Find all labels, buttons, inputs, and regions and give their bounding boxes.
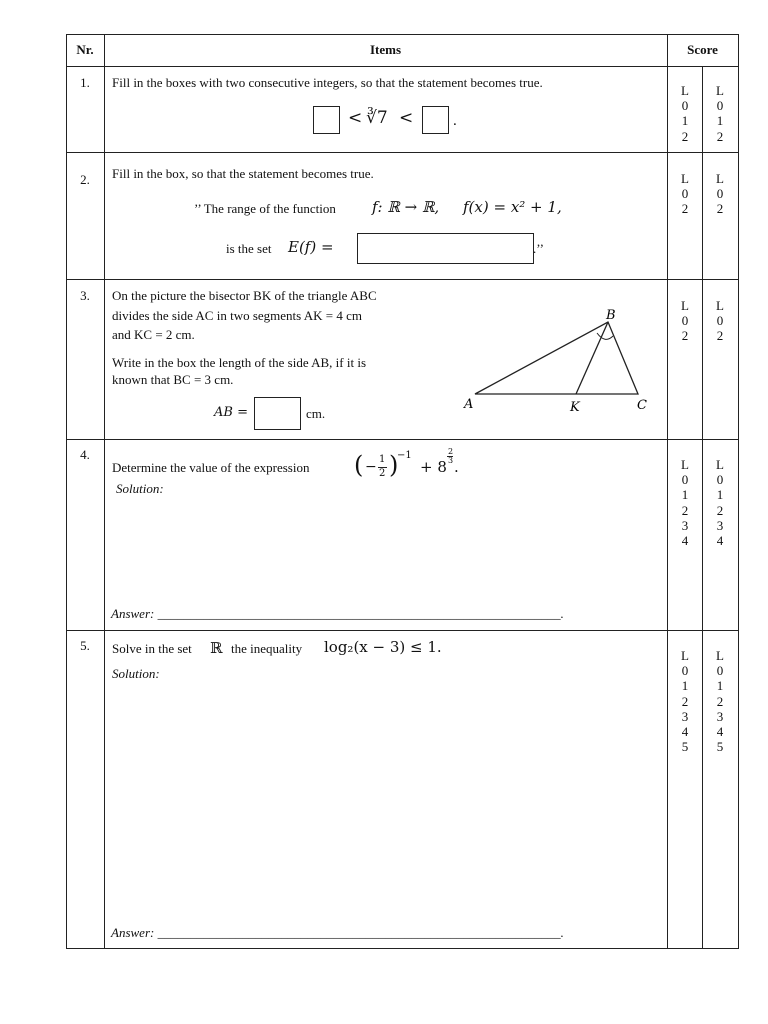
table-row-divider (66, 439, 739, 440)
item-3-score-col-1 (675, 298, 695, 344)
score-value: 0 (681, 98, 689, 114)
label-c: C (637, 398, 647, 413)
score-value: 4 (681, 533, 689, 549)
triangle-figure (460, 300, 660, 420)
score-value: L (681, 171, 689, 186)
item-3-line-4: Write in the box the length of the side AB, if it is (112, 355, 367, 370)
item-2-number: 2. (80, 172, 90, 187)
angle-arc (597, 333, 613, 339)
score-value: 1 (716, 487, 724, 503)
item-4-solution-label: Solution: (116, 481, 164, 496)
minus-sign: − (365, 459, 377, 475)
header-score: Score (687, 42, 718, 57)
score-value: 3 (681, 708, 689, 724)
item-5-answer-line[interactable]: Answer: ______________________________________________________________. (111, 925, 564, 940)
score-value: 4 (681, 724, 689, 740)
item-2-set-label: is the set (226, 241, 272, 256)
score-value: L (681, 648, 689, 663)
item-4-answer-line[interactable]: Answer: ______________________________________________________________. (111, 606, 564, 621)
score-value: 0 (716, 186, 724, 202)
score-value: 3 (681, 517, 689, 533)
table-border-top (66, 34, 739, 35)
item-1-score-col-1 (675, 83, 695, 144)
item-1-answer-box-right[interactable] (422, 106, 449, 134)
score-value: 5 (716, 739, 724, 755)
item-5-solution-label: Solution: (112, 666, 160, 681)
score-value: 2 (681, 328, 689, 344)
bisector-bk (576, 322, 608, 394)
column-divider-items (667, 34, 668, 949)
plus-eight: + 8 (420, 458, 447, 476)
triangle-abc (475, 322, 638, 394)
item-3-ab-label: AB = (214, 405, 248, 420)
item-4-expression (354, 447, 464, 484)
item-2-quote-close: .’’ (533, 241, 544, 256)
item-3-answer-box[interactable] (254, 397, 301, 430)
score-value: 0 (681, 313, 689, 329)
table-border-right (738, 34, 739, 949)
item-3-line-1: On the picture the bisector BK of the triangle ABC (112, 288, 377, 303)
item-2-score-col-1 (675, 171, 695, 217)
score-value: 2 (716, 693, 724, 709)
column-divider-nr (104, 34, 105, 949)
score-value: L (716, 457, 724, 472)
item-2-function-def: f(x) = x² + 1, (463, 198, 562, 216)
score-value: 1 (681, 487, 689, 503)
score-value: 2 (681, 693, 689, 709)
score-value: 5 (681, 739, 689, 755)
score-value: 0 (716, 98, 724, 114)
item-5-number: 5. (80, 638, 90, 653)
item-2-score-col-2 (710, 171, 730, 217)
score-value: L (681, 83, 689, 98)
item-3-score-col-2 (710, 298, 730, 344)
table-row-divider (66, 152, 739, 153)
score-value: 2 (716, 128, 724, 144)
score-value: 1 (716, 678, 724, 694)
item-2-quote-text: ’’ The range of the function (194, 201, 336, 216)
score-value: 3 (716, 708, 724, 724)
score-value: 2 (681, 502, 689, 518)
item-1-score-col-2 (710, 83, 730, 144)
item-1-number: 1. (80, 75, 90, 90)
item-3-cm: cm. (306, 406, 326, 421)
score-value: 4 (716, 724, 724, 740)
table-row-divider (66, 279, 739, 280)
score-value: 0 (681, 472, 689, 488)
item-1-less-than: < (399, 108, 414, 128)
score-value: 1 (681, 678, 689, 694)
exp-num: 2 (448, 447, 454, 456)
score-value: 1 (716, 113, 724, 129)
table-row-divider (66, 630, 739, 631)
paren-close: ) (389, 451, 399, 479)
item-4-text: Determine the value of the expression (112, 460, 310, 475)
fraction-num: 1 (379, 454, 386, 465)
score-value: 2 (716, 201, 724, 217)
item-5-inequality: log₂(x − 3) ≤ 1. (324, 638, 442, 656)
item-3-line-5: known that BC = 3 cm. (112, 372, 234, 387)
score-value: 0 (681, 663, 689, 679)
label-a: A (464, 397, 474, 412)
item-1-cube-root: ∛7 (366, 108, 388, 128)
column-divider-score (702, 66, 703, 949)
score-value: L (716, 171, 724, 186)
item-5-set-symbol: ℝ (210, 639, 223, 657)
item-4-score-col-2 (710, 457, 730, 548)
score-value: 0 (716, 663, 724, 679)
table-border-bottom (66, 948, 739, 949)
table-row-divider (66, 66, 739, 67)
item-2-text: Fill in the box, so that the statement becomes true. (112, 166, 374, 181)
item-1-text: Fill in the boxes with two consecutive integers, so that the statement becomes true. (112, 75, 543, 90)
score-value: 2 (716, 328, 724, 344)
score-value: 0 (681, 186, 689, 202)
expr-period: . (454, 458, 459, 476)
item-5-score-col-1 (675, 648, 695, 754)
item-2-set-math: E(f) = (288, 238, 334, 256)
score-value: 0 (716, 472, 724, 488)
item-5-text: Solve in the set (112, 641, 192, 656)
score-value: L (716, 648, 724, 663)
exponent: −1 (397, 450, 412, 461)
score-value: L (681, 298, 689, 313)
item-1-period: . (453, 113, 457, 129)
fraction-den: 2 (379, 468, 386, 479)
item-5-score-col-2 (710, 648, 730, 754)
header-nr: Nr. (76, 42, 94, 57)
item-2-function: f: ℝ → ℝ, (372, 198, 440, 216)
score-value: L (716, 298, 724, 313)
score-value: L (681, 457, 689, 472)
item-3-line-2: divides the side AC in two segments AK = 4 cm (112, 308, 362, 323)
item-2-answer-box[interactable] (357, 233, 534, 264)
header-items: Items (369, 42, 402, 57)
score-value: 1 (681, 113, 689, 129)
paren-open: ( (354, 451, 364, 479)
score-value: 2 (681, 201, 689, 217)
score-value: 2 (681, 128, 689, 144)
score-value: 4 (716, 533, 724, 549)
item-4-number: 4. (80, 447, 90, 462)
item-3-number: 3. (80, 288, 90, 303)
score-value: 2 (716, 502, 724, 518)
score-value: 0 (716, 313, 724, 329)
item-1-answer-box-left[interactable] (313, 106, 340, 134)
item-4-score-col-1 (675, 457, 695, 548)
label-b: B (606, 308, 616, 323)
item-3-line-3: and KC = 2 cm. (112, 327, 195, 342)
score-value: L (716, 83, 724, 98)
exp-den: 3 (448, 456, 454, 465)
item-5-text-2: the inequality (231, 641, 303, 656)
item-1-less-than: < (348, 108, 363, 128)
score-value: 3 (716, 517, 724, 533)
label-k: K (570, 400, 580, 415)
